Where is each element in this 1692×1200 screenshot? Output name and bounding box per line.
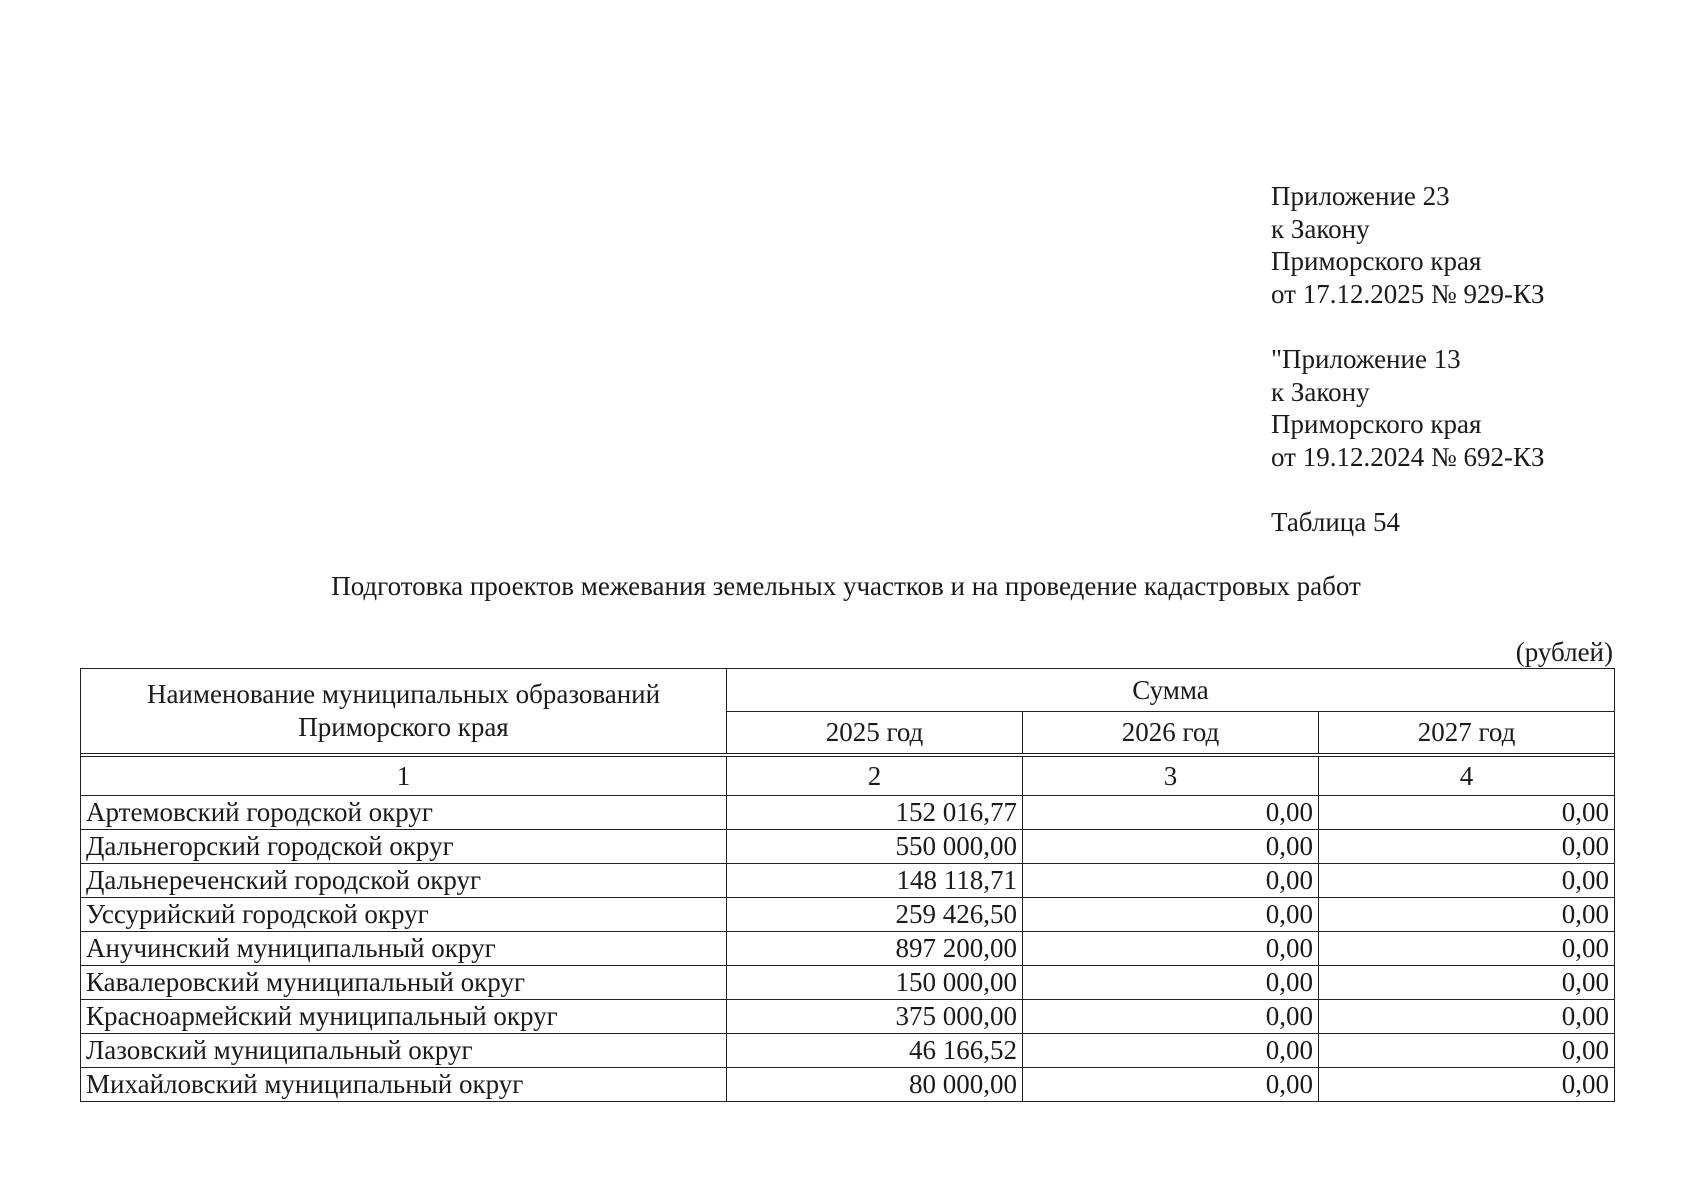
column-number: 1 [81,757,727,796]
amount-2027: 0,00 [1319,830,1615,864]
amount-2026: 0,00 [1023,796,1319,830]
header-municipality-name: Наименование муниципальных образований Приморского края [81,669,727,754]
amount-2026: 0,00 [1023,966,1319,1000]
table-row [81,898,1615,932]
amount-2025: 80 000,00 [727,1068,1023,1102]
amount-2027: 0,00 [1319,1034,1615,1068]
municipality-name: Кавалеровский муниципальный округ [81,966,727,1000]
column-number: 2 [727,757,1023,796]
table-row [81,1068,1615,1102]
table-row [81,830,1615,864]
amount-2027: 0,00 [1319,796,1615,830]
municipality-name: Уссурийский городской округ [81,898,727,932]
header-sum: Сумма [727,669,1615,712]
appendix-reference-old [1271,343,1544,473]
table-row [81,966,1615,1000]
amount-2026: 0,00 [1023,864,1319,898]
table-row [81,796,1615,830]
appendix-new-line-3: Приморского края [1271,246,1482,276]
document-title: Подготовка проектов межевания земельных участков и на проведение кадастровых работ [331,571,1361,601]
table-number: Таблица 54 [1271,507,1400,537]
header-year-2025: 2025 год [727,711,1023,754]
appendix-old-line-3: Приморского края [1271,409,1482,439]
appendix-old-line-1: "Приложение 13 [1271,344,1461,374]
appendix-new-line-2: к Закону [1271,213,1370,244]
amount-2026: 0,00 [1023,830,1319,864]
amount-2025: 259 426,50 [727,898,1023,932]
appendix-reference-new [1271,180,1544,310]
municipality-name: Дальнереченский городской округ [81,864,727,898]
column-number: 4 [1319,757,1615,796]
column-number-row [81,757,1615,796]
table-row [81,864,1615,898]
amount-2027: 0,00 [1319,966,1615,1000]
amount-2025: 150 000,00 [727,966,1023,1000]
table-row [81,932,1615,966]
amount-2025: 148 118,71 [727,864,1023,898]
amount-2027: 0,00 [1319,864,1615,898]
municipality-name: Дальнегорский городской округ [81,830,727,864]
amount-2025: 152 016,77 [727,796,1023,830]
column-number: 3 [1023,757,1319,796]
unit-label: (рублей) [1515,637,1613,667]
amount-2027: 0,00 [1319,1068,1615,1102]
table-row [81,1034,1615,1068]
municipality-name: Артемовский городской округ [81,796,727,830]
amount-2026: 0,00 [1023,898,1319,932]
appendix-old-line-2: к Закону [1271,376,1370,407]
header-year-2027: 2027 год [1319,711,1615,754]
amount-2026: 0,00 [1023,1034,1319,1068]
amount-2026: 0,00 [1023,1000,1319,1034]
amount-2025: 897 200,00 [727,932,1023,966]
header-year-2026: 2026 год [1023,711,1319,754]
amount-2027: 0,00 [1319,1000,1615,1034]
amount-2026: 0,00 [1023,1068,1319,1102]
appendix-new-line-4: от 17.12.2025 № 929-КЗ [1271,278,1545,309]
amount-2025: 375 000,00 [727,1000,1023,1034]
amount-2026: 0,00 [1023,932,1319,966]
municipality-name: Анучинский муниципальный округ [81,932,727,966]
municipality-name: Михайловский муниципальный округ [81,1068,727,1102]
amount-2025: 46 166,52 [727,1034,1023,1068]
appendix-old-line-4: от 19.12.2024 № 692-КЗ [1271,441,1545,472]
amount-2027: 0,00 [1319,932,1615,966]
municipality-name: Красноармейский муниципальный округ [81,1000,727,1034]
amount-2027: 0,00 [1319,898,1615,932]
allocation-table [80,668,1615,1102]
municipality-name: Лазовский муниципальный округ [81,1034,727,1068]
appendix-new-line-1: Приложение 23 [1271,181,1450,211]
table-row [81,1000,1615,1034]
amount-2025: 550 000,00 [727,830,1023,864]
